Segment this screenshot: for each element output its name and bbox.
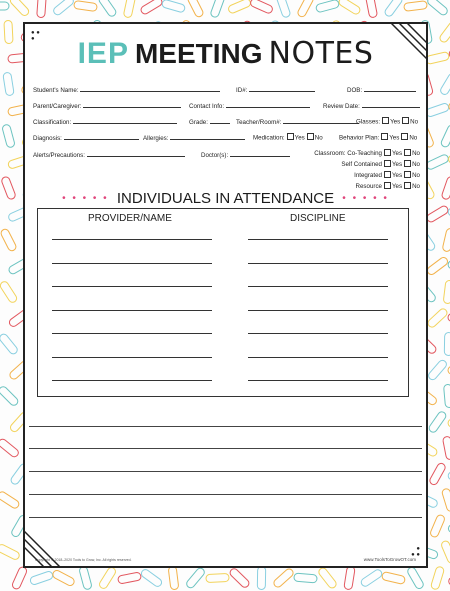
self-contained-no-checkbox[interactable] xyxy=(404,160,411,167)
paperclip-icon xyxy=(444,332,450,356)
website-text: www.ToolsToGrowOT.com xyxy=(363,557,416,562)
self-contained-row[interactable]: Self Contained Yes No xyxy=(341,161,420,168)
co-teaching-no-checkbox[interactable] xyxy=(404,149,411,156)
paperclip-icon xyxy=(427,358,450,382)
paperclip-icon xyxy=(359,568,384,589)
paperclip-icon xyxy=(0,175,17,201)
medication-yes-checkbox[interactable] xyxy=(287,133,294,140)
title-notes: NOTES xyxy=(268,36,374,71)
note-line[interactable] xyxy=(29,426,422,427)
attendance-heading xyxy=(25,190,426,207)
classroom-group xyxy=(314,148,420,192)
paperclip-icon xyxy=(337,0,362,16)
allergies-label: Allergies: xyxy=(143,135,169,142)
heading-dots-left: • • • • • xyxy=(62,193,109,204)
paperclip-icon xyxy=(79,565,94,591)
paperclip-icon xyxy=(441,175,450,201)
paperclip-icon xyxy=(426,0,450,17)
paperclip-icon xyxy=(315,0,341,13)
discipline-line[interactable] xyxy=(248,286,388,287)
paperclip-icon xyxy=(294,572,319,583)
paperclip-icon xyxy=(0,384,21,407)
paperclip-icon xyxy=(429,513,447,539)
provider-name-line[interactable] xyxy=(52,239,212,240)
behavior-plan-field[interactable]: Behavior Plan: Yes No xyxy=(339,134,418,142)
discipline-line[interactable] xyxy=(248,310,388,311)
paperclip-icon xyxy=(0,227,18,252)
worksheet xyxy=(23,22,428,568)
provider-name-line[interactable] xyxy=(52,263,212,264)
resource-row[interactable]: Resource Yes No xyxy=(355,183,420,190)
behavior-yes-checkbox[interactable] xyxy=(381,133,388,140)
paperclip-icon xyxy=(425,51,450,65)
provider-name-header: PROVIDER/NAME xyxy=(88,213,172,224)
note-line[interactable] xyxy=(29,471,422,472)
paperclip-icon xyxy=(0,2,10,11)
paperclip-icon xyxy=(185,566,207,590)
paperclip-icon xyxy=(425,102,450,118)
id-field[interactable] xyxy=(236,85,315,94)
paperclip-icon xyxy=(440,123,450,149)
paperclip-icon xyxy=(3,71,16,96)
paperclip-icon xyxy=(117,571,142,584)
contact-field[interactable] xyxy=(189,101,310,110)
paperclip-icon xyxy=(443,384,450,409)
id-label: ID#: xyxy=(236,87,248,94)
student-name-field[interactable] xyxy=(33,85,220,94)
paperclip-icon xyxy=(430,565,446,591)
paperclip-icon xyxy=(425,204,450,224)
paperclip-icon xyxy=(0,437,21,459)
behavior-plan-label: Behavior Plan: xyxy=(339,134,380,142)
doctors-label: Doctor(s): xyxy=(201,152,229,159)
paperclip-icon xyxy=(440,539,450,565)
paperclip-icon xyxy=(276,0,292,19)
paperclip-icon xyxy=(381,571,406,585)
paperclip-icon xyxy=(426,255,450,277)
heading-dots-right: • • • • • xyxy=(342,193,389,204)
diagnosis-field[interactable] xyxy=(33,133,139,142)
paperclip-icon xyxy=(442,435,450,460)
copyright-text: Copyright © 2018–2020 Tools to Grow, Inc. All rights reserved. xyxy=(35,558,132,562)
note-line[interactable] xyxy=(29,448,422,449)
paperclip-icon xyxy=(73,0,98,12)
provider-name-line[interactable] xyxy=(52,380,212,381)
parent-label: Parent/Caregiver: xyxy=(33,103,82,110)
classification-label: Classification: xyxy=(33,119,72,126)
corner-dots-top-left: ● ● ● xyxy=(31,30,40,42)
paperclip-icon xyxy=(403,0,428,12)
dob-field[interactable] xyxy=(347,85,416,94)
integrated-row[interactable]: Integrated Yes No xyxy=(354,172,420,179)
integrated-no-checkbox[interactable] xyxy=(404,171,411,178)
discipline-line[interactable] xyxy=(248,380,388,381)
parent-field[interactable] xyxy=(33,101,181,110)
glasses-field[interactable]: Glasses: Yes No xyxy=(356,118,419,126)
diagnosis-label: Diagnosis: xyxy=(33,135,62,142)
paperclip-icon xyxy=(11,565,29,591)
review-date-label: Review Date: xyxy=(323,103,360,110)
paperclip-icon xyxy=(206,573,230,583)
student-name-label: Student's Name: xyxy=(33,87,79,94)
provider-name-line[interactable] xyxy=(52,310,212,311)
paperclip-icon xyxy=(161,0,187,14)
paperclip-icon xyxy=(0,543,22,562)
paperclip-icon xyxy=(4,20,14,44)
grade-field[interactable] xyxy=(189,117,230,126)
self-contained-yes-checkbox[interactable] xyxy=(384,160,391,167)
paperclip-icon xyxy=(186,0,205,19)
classroom-co-teaching-row[interactable]: Classroom: Co-Teaching Yes No xyxy=(314,150,420,157)
provider-name-line[interactable] xyxy=(52,333,212,334)
provider-name-line[interactable] xyxy=(52,357,212,358)
paperclip-icon xyxy=(29,570,55,586)
paperclip-icon xyxy=(443,280,450,305)
medication-label: Medication: xyxy=(253,134,285,142)
discipline-header: DISCIPLINE xyxy=(290,213,346,224)
paperclip-icon xyxy=(8,0,31,18)
allergies-field[interactable] xyxy=(143,133,245,142)
resource-no-checkbox[interactable] xyxy=(404,182,411,189)
provider-name-line[interactable] xyxy=(52,286,212,287)
discipline-line[interactable] xyxy=(248,239,388,240)
grade-label: Grade: xyxy=(189,119,208,126)
note-line[interactable] xyxy=(29,517,422,518)
attendance-table xyxy=(37,208,409,397)
glasses-yes-checkbox[interactable] xyxy=(382,117,389,124)
paperclip-icon xyxy=(168,566,180,591)
glasses-no-checkbox[interactable] xyxy=(402,117,409,124)
paperclip-icon xyxy=(123,0,137,19)
teacher-room-field[interactable] xyxy=(236,117,359,126)
paperclip-icon xyxy=(317,566,339,590)
paperclip-icon xyxy=(426,307,450,330)
title-meeting: MEETING xyxy=(134,38,263,69)
paperclip-icon xyxy=(383,0,404,18)
alerts-field[interactable] xyxy=(33,150,185,159)
paperclip-icon xyxy=(441,487,450,513)
paperclip-icon xyxy=(52,0,76,17)
paperclip-icon xyxy=(365,0,378,19)
classification-field[interactable] xyxy=(33,117,177,126)
resource-yes-checkbox[interactable] xyxy=(384,182,391,189)
teacher-room-label: Teacher/Room#: xyxy=(236,119,282,126)
co-teaching-yes-checkbox[interactable] xyxy=(384,149,391,156)
medication-field[interactable]: Medication: Yes No xyxy=(253,134,323,142)
paperclip-icon xyxy=(425,153,450,171)
paperclip-icon xyxy=(228,566,252,589)
paperclip-icon xyxy=(140,567,165,588)
page-title xyxy=(25,36,426,71)
paperclip-icon xyxy=(2,123,17,149)
paperclip-icon xyxy=(344,565,357,590)
paperclip-icon xyxy=(428,461,448,486)
discipline-line[interactable] xyxy=(248,357,388,358)
paperclip-icon xyxy=(0,490,21,511)
glasses-label: Glasses: xyxy=(356,118,381,126)
paperclip-icon xyxy=(442,227,450,252)
contact-label: Contact Info: xyxy=(189,103,225,110)
paperclip-icon xyxy=(406,565,426,590)
paperclip-icon xyxy=(257,566,266,590)
behavior-no-checkbox[interactable] xyxy=(401,133,408,140)
medication-no-checkbox[interactable] xyxy=(307,133,314,140)
alerts-label: Alerts/Precautions: xyxy=(33,152,85,159)
note-line[interactable] xyxy=(29,494,422,495)
paperclip-icon xyxy=(51,568,76,587)
paperclip-icon xyxy=(97,0,118,18)
title-iep: IEP xyxy=(77,37,129,70)
paperclip-icon xyxy=(438,20,450,45)
corner-dots-bottom-right: ● ● ● xyxy=(411,546,420,558)
paperclip-icon xyxy=(427,410,448,435)
paperclip-icon xyxy=(0,332,20,356)
paperclip-icon xyxy=(37,0,48,18)
doctors-field[interactable] xyxy=(201,150,290,159)
paperclip-icon xyxy=(439,71,450,96)
discipline-line[interactable] xyxy=(248,333,388,334)
paperclip-icon xyxy=(296,0,315,19)
paperclip-icon xyxy=(0,279,19,304)
integrated-yes-checkbox[interactable] xyxy=(384,171,391,178)
paperclip-icon xyxy=(249,0,275,15)
paperclip-icon xyxy=(210,0,227,19)
attendance-heading-text: INDIVIDUALS IN ATTENDANCE xyxy=(116,190,335,207)
dob-label: DOB: xyxy=(347,87,363,94)
paperclip-icon xyxy=(98,565,118,590)
discipline-line[interactable] xyxy=(248,263,388,264)
review-date-field[interactable] xyxy=(323,101,420,110)
